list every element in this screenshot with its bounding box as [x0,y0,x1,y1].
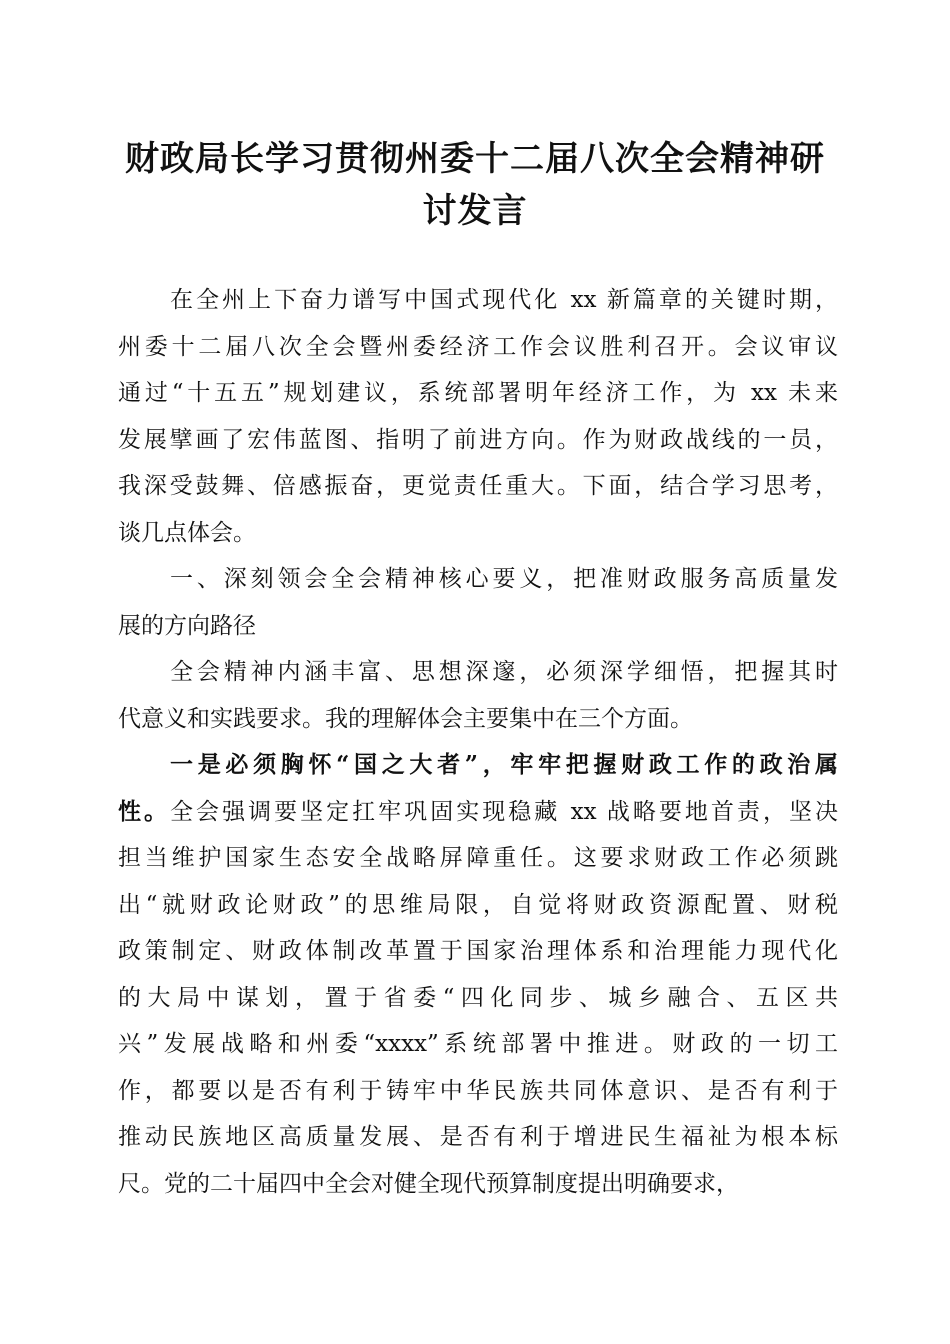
paragraph-line: 我深受鼓舞、倍感振奋，更觉责任重大。下面，结合学习思考， [118,473,838,499]
paragraph-line: 担当维护国家生态安全战略屏障重任。这要求财政工作必须跳 [118,845,838,871]
section-intro-paragraph [118,649,838,742]
heading-line: 展的方向路径 [118,612,256,639]
document-title [110,133,840,237]
paragraph-line: 全会精神内涵丰富、思想深邃，必须深学细悟，把握其时 [170,659,838,685]
section-heading-1 [118,556,838,649]
paragraph-line: 的大局中谋划，置于省委“四化同步、城乡融合、五区共 [118,984,838,1011]
title-line-2: 讨发言 [422,191,528,231]
paragraph-line: 在全州上下奋力谱写中国式现代化 xx 新篇章的关键时期， [170,287,838,313]
paragraph-line: 出“就财政论财政”的思维局限，自觉将财政资源配置、财税 [118,891,838,918]
paragraph-text: 全会强调要坚定扛牢巩固实现稳藏 xx 战略要地首责，坚决 [170,798,838,825]
paragraph-line: 通过“十五五”规划建议，系统部署明年经济工作，为 xx 未来 [118,380,838,406]
paragraph-line: 州委十二届八次全会暨州委经济工作会议胜利召开。会议审议 [118,333,838,360]
paragraph-line: 发展擘画了宏伟蓝图、指明了前进方向。作为财政战线的一员， [118,426,838,453]
document-body [118,277,838,1207]
point-lead-line: 一是必须胸怀“国之大者”，牢牢把握财政工作的政治属 [170,751,838,778]
heading-line: 一、深刻领会全会精神核心要义，把准财政服务高质量发 [170,566,838,592]
intro-paragraph [118,277,838,556]
paragraph-line: 政策制定、财政体制改革置于国家治理体系和治理能力现代化 [118,938,838,964]
paragraph-line [118,789,838,836]
title-line-1: 财政局长学习贯彻州委十二届八次全会精神研 [125,139,825,179]
paragraph-line: 代意义和实践要求。我的理解体会主要集中在三个方面。 [118,705,693,732]
paragraph-line: 尺。党的二十届四中全会对健全现代预算制度提出明确要求， [118,1170,739,1197]
paragraph-line: 谈几点体会。 [118,519,256,546]
point-lead-tail: 性。 [118,797,171,825]
paragraph-line: 兴”发展战略和州委“xxxx”系统部署中推进。财政的一切工 [118,1031,838,1057]
point-1-paragraph [118,742,838,1207]
paragraph-line: 作，都要以是否有利于铸牢中华民族共同体意识、是否有利于 [118,1077,838,1104]
paragraph-line: 推动民族地区高质量发展、是否有利于增进民生福祉为根本标 [118,1124,838,1150]
